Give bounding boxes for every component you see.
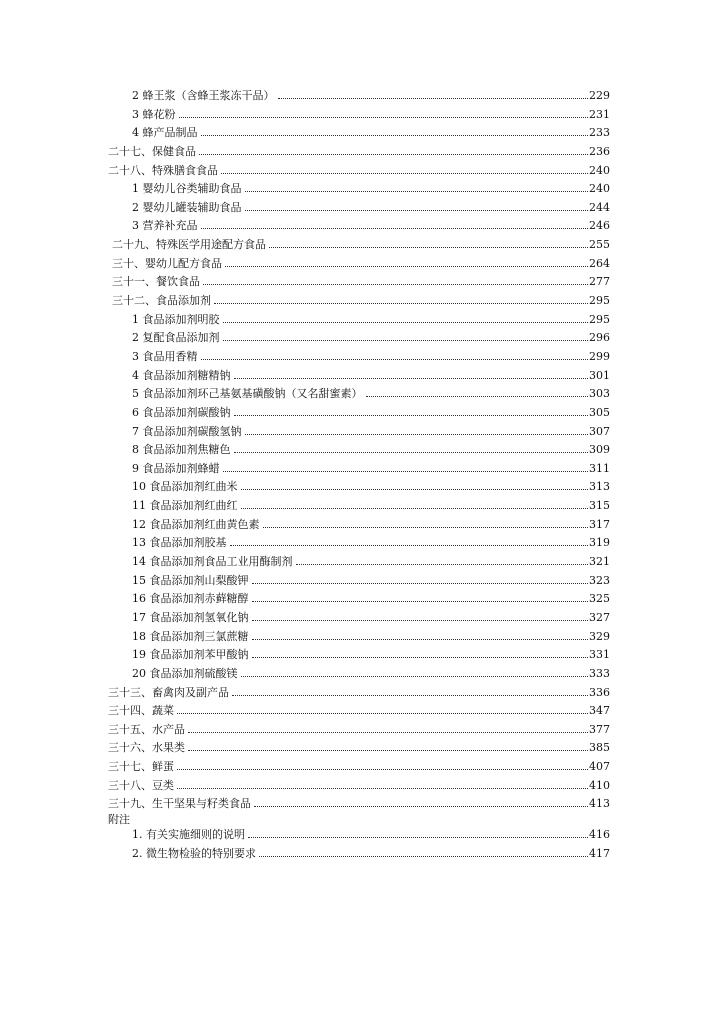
dot-leader [221,173,588,174]
toc-entry-page-number: 309 [589,443,610,457]
dot-leader [223,471,589,472]
dot-leader [234,415,589,416]
dot-leader [188,750,588,751]
toc-entry-title: 18 食品添加剂三氯蔗糖 [132,629,249,643]
toc-entry-title: 15 食品添加剂山梨酸钾 [132,573,249,587]
dot-leader [252,601,589,602]
dot-leader [245,434,589,435]
dot-leader [179,117,589,118]
toc-entry-title: 10 食品添加剂红曲米 [132,480,238,494]
toc-entry-title: 三十二、食品添加剂 [112,294,211,308]
toc-entry[interactable] [108,721,610,740]
toc-entry[interactable] [108,739,610,758]
dot-leader [199,154,588,155]
toc-entry[interactable] [108,534,610,553]
toc-entry-title: 9 食品添加剂蜂蜡 [132,461,220,475]
toc-entry-page-number: 305 [589,405,610,419]
toc-entry-title: 1 婴幼儿谷类辅助食品 [132,182,242,196]
dot-leader [245,210,589,211]
toc-entry[interactable] [108,87,610,106]
toc-entry-page-number: 317 [589,517,610,531]
toc-entry-title: 三十、婴幼儿配方食品 [112,256,222,270]
toc-entry-title: 二十九、特殊医学用途配方食品 [112,238,266,252]
toc-entry[interactable] [108,478,610,497]
toc-entry-page-number: 264 [589,256,610,270]
toc-entry[interactable] [108,329,610,348]
dot-leader [201,135,589,136]
toc-entry-page-number: 327 [589,610,610,624]
toc-entry-page-number: 410 [589,778,610,792]
toc-entry[interactable] [108,180,610,199]
toc-entry-page-number: 417 [589,846,610,860]
toc-entry-page-number: 385 [589,741,610,755]
toc-entry[interactable] [108,702,610,721]
toc-entry-page-number: 240 [589,163,610,177]
toc-entry-title: 3 营养补充品 [132,219,198,233]
dot-leader [234,452,589,453]
toc-entry[interactable] [108,255,610,274]
toc-entry[interactable] [108,348,610,367]
toc-entry[interactable] [108,292,610,311]
toc-entry[interactable] [108,199,610,218]
dot-leader [252,639,589,640]
toc-entry-title: 4 蜂产品制品 [132,126,198,140]
toc-entry-title: 11 食品添加剂红曲红 [132,499,238,513]
toc-entry-title: 7 食品添加剂碳酸氢钠 [132,424,242,438]
toc-entry-page-number: 303 [589,387,610,401]
toc-entry-title: 8 食品添加剂焦糖色 [132,443,231,457]
toc-entry[interactable] [108,684,610,703]
toc-entry-title: 16 食品添加剂赤藓糖醇 [132,592,249,606]
toc-entry[interactable] [108,795,610,814]
toc-entry-title: 5 食品添加剂环己基氨基磺酸钠（又名甜蜜素） [132,387,363,401]
toc-entry-page-number: 347 [589,704,610,718]
toc-entry-page-number: 295 [589,312,610,326]
toc-entry[interactable] [108,143,610,162]
dot-leader [241,676,589,677]
toc-entry[interactable] [108,497,610,516]
dot-leader [234,378,589,379]
dot-leader [252,657,589,658]
toc-entry-page-number: 323 [589,573,610,587]
dot-leader [248,837,588,838]
toc-entry-title: 12 食品添加剂红曲黄色素 [132,517,260,531]
toc-entry-page-number: 313 [589,480,610,494]
toc-entry-page-number: 299 [589,349,610,363]
toc-entry-title: 三十四、蔬菜 [108,704,174,718]
toc-entry-page-number: 277 [589,275,610,289]
toc-entry-title: 三十七、鲜蛋 [108,760,174,774]
toc-entry-title: 2 蜂王浆（含蜂王浆冻干品） [132,89,275,102]
toc-entry-page-number: 321 [589,555,610,569]
toc-entry[interactable] [108,777,610,796]
toc-entry-title: 1. 有关实施细则的说明 [132,827,245,841]
appendix-heading: 附注 [108,812,130,826]
dot-leader [263,527,589,528]
toc-entry-title: 三十八、豆类 [108,778,174,792]
toc-entry-page-number: 336 [589,685,610,699]
toc-entry-title: 三十一、餐饮食品 [112,275,200,289]
dot-leader [177,788,588,789]
toc-entry-title: 2 婴幼儿罐装辅助食品 [132,200,242,214]
toc-entry-page-number: 325 [589,592,610,606]
toc-entry-page-number: 416 [589,827,610,841]
toc-entry-page-number: 246 [589,219,610,233]
toc-entry-title: 3 食品用香精 [132,349,198,363]
toc-entry[interactable] [108,423,610,442]
toc-entry-title: 三十三、畜禽肉及副产品 [108,685,229,699]
dot-leader [366,396,589,397]
dot-leader [177,713,588,714]
toc-entry[interactable] [108,106,610,125]
toc-entry-page-number: 407 [589,760,610,774]
toc-entry-title: 三十五、水产品 [108,722,185,736]
toc-entry-title: 6 食品添加剂碳酸钠 [132,405,231,419]
toc-entry[interactable] [108,124,610,143]
toc-entry-page-number: 295 [589,294,610,308]
dot-leader [230,545,589,546]
toc-entry-title: 17 食品添加剂氢氧化钠 [132,610,249,624]
toc-entry[interactable] [108,441,610,460]
toc-entry[interactable] [108,845,610,864]
toc-entry-page-number: 240 [589,182,610,196]
dot-leader [296,564,589,565]
dot-leader [232,695,588,696]
toc-entry-page-number: 329 [589,629,610,643]
toc-entry[interactable] [108,236,610,255]
toc-entry[interactable] [108,404,610,423]
toc-entry-page-number: 229 [589,89,610,102]
dot-leader [223,340,589,341]
toc-entry-title: 2 复配食品添加剂 [132,331,220,345]
dot-leader [254,806,588,807]
toc-entry[interactable] [108,460,610,479]
dot-leader [201,228,589,229]
toc-entry-page-number: 413 [589,797,610,811]
toc-entry[interactable] [108,311,610,330]
toc-entry-page-number: 301 [589,368,610,382]
toc-entry-page-number: 315 [589,499,610,513]
toc-entry-page-number: 233 [589,126,610,140]
toc-entry-title: 13 食品添加剂胶基 [132,536,227,550]
dot-leader [241,489,589,490]
dot-leader [188,732,588,733]
toc-entry-title: 三十九、生干坚果与籽类食品 [108,797,251,811]
toc-entry[interactable] [108,609,610,628]
toc-entry-page-number: 311 [589,461,610,475]
toc-entry-page-number: 255 [589,238,610,252]
dot-leader [252,583,589,584]
toc-entry[interactable] [108,367,610,386]
toc-entry[interactable] [108,665,610,684]
dot-leader [241,508,589,509]
toc-entry[interactable] [108,646,610,665]
toc-entry[interactable] [108,553,610,572]
dot-leader [225,266,588,267]
toc-entry-title: 4 食品添加剂糖精钠 [132,368,231,382]
toc-entry-title: 二十七、保健食品 [108,144,196,158]
toc-entry-page-number: 296 [589,331,610,345]
dot-leader [201,359,589,360]
toc-entry-page-number: 231 [589,107,610,121]
toc-entry-page-number: 307 [589,424,610,438]
table-of-contents [108,87,610,863]
dot-leader [203,284,588,285]
toc-entry[interactable] [108,162,610,181]
dot-leader [214,303,588,304]
toc-entry-page-number: 236 [589,144,610,158]
dot-leader [252,620,589,621]
toc-entry-page-number: 331 [589,648,610,662]
toc-entry-title: 三十六、水果类 [108,741,185,755]
toc-entry[interactable] [108,590,610,609]
dot-leader [278,98,589,99]
toc-entry-page-number: 319 [589,536,610,550]
dot-leader [177,769,588,770]
toc-entry-title: 14 食品添加剂食品工业用酶制剂 [132,555,293,569]
toc-entry[interactable] [108,385,610,404]
toc-entry[interactable] [108,572,610,591]
toc-entry[interactable] [108,758,610,777]
toc-entry[interactable] [108,273,610,292]
toc-entry-page-number: 333 [589,666,610,680]
toc-entry[interactable] [108,628,610,647]
toc-entry-title: 19 食品添加剂苯甲酸钠 [132,648,249,662]
toc-entry[interactable] [108,516,610,535]
toc-entry-title: 20 食品添加剂硫酸镁 [132,666,238,680]
dot-leader [259,856,588,857]
toc-entry[interactable] [108,826,610,845]
dot-leader [269,247,588,248]
toc-entry-title: 3 蜂花粉 [132,107,176,121]
dot-leader [223,322,589,323]
toc-entry-title: 二十八、特殊膳食食品 [108,163,218,177]
toc-entry-title: 1 食品添加剂明胶 [132,312,220,326]
toc-entry-page-number: 377 [589,722,610,736]
toc-entry[interactable] [108,217,610,236]
dot-leader [245,191,589,192]
toc-entry-page-number: 244 [589,200,610,214]
toc-entry-title: 2. 微生物检验的特别要求 [132,846,256,860]
